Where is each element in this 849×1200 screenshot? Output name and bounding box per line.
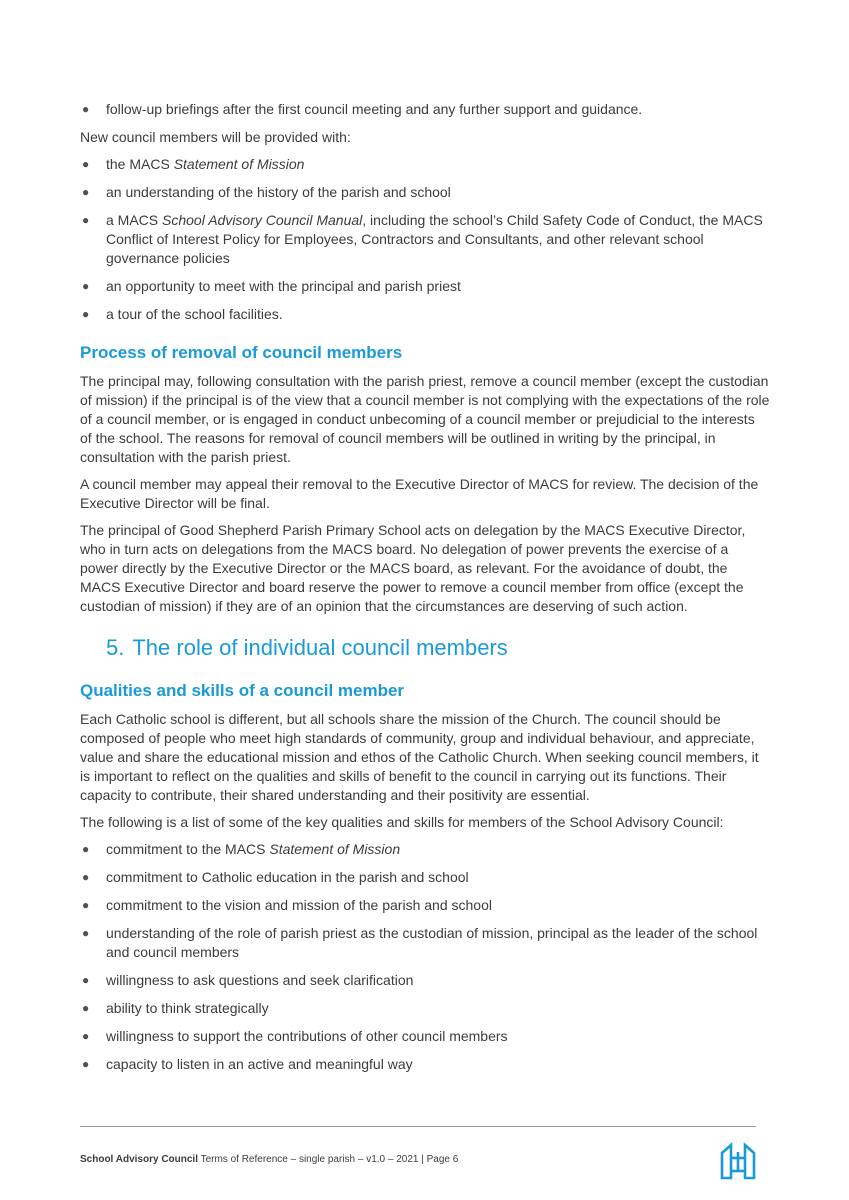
list-item: ● willingness to ask questions and seek clarification	[82, 972, 414, 988]
bullet-icon: ●	[82, 279, 90, 293]
qualities-heading: Qualities and skills of a council member	[80, 681, 405, 700]
list-item: ● an understanding of the history of the parish and school	[82, 184, 451, 200]
list-item: ● willingness to support the contributions of other council members	[82, 1028, 508, 1044]
removal-paragraph-2: A council member may appeal their removal to the Executive Director of MACS for review. The decision of the Executive Director will be final.	[80, 476, 759, 511]
bullet-icon: ●	[82, 213, 90, 227]
bullet-icon: ●	[82, 157, 90, 171]
bullet-icon: ●	[82, 1001, 90, 1015]
list-item: ● follow-up briefings after the first council meeting and any further support and guidance.	[82, 101, 643, 117]
page-footer	[80, 1154, 458, 1165]
list-item: ● capacity to listen in an active and meaningful way	[82, 1056, 413, 1072]
list-item: ● ability to think strategically	[82, 1000, 269, 1016]
bullet-icon: ●	[82, 307, 90, 321]
list-item: ● understanding of the role of parish priest as the custodian of mission, principal as the leader of the school and council members	[82, 925, 758, 960]
section-number: 5.	[106, 635, 125, 660]
list-item: ● a MACS School Advisory Council Manual, including the school’s Child Safety Code of Conduct, the MACS Conflict of Interest Policy for Employees, Contractors and Consultants, and other relevant school governance policies	[82, 212, 763, 266]
qualities-paragraph-1: Each Catholic school is different, but all schools share the mission of the Church. The council should be composed of people who meet high standards of community, group and individual behaviour, and appreciate, value and share the educational mission and ethos of the Catholic Church. When seeking council members, it is important to reflect on the qualities and skills of benefit to the council in carrying out its functions. Their capacity to contribute, their shared understanding and their positivity are essential.	[80, 711, 759, 803]
page-content	[80, 100, 770, 1083]
list-item: ● the MACS Statement of Mission	[82, 156, 305, 172]
bullet-icon: ●	[82, 926, 90, 940]
bullet-icon: ●	[82, 1057, 90, 1071]
qualities-bullet-list	[80, 840, 770, 1074]
removal-heading: Process of removal of council members	[80, 343, 403, 362]
footer-title: School Advisory Council	[80, 1154, 198, 1165]
bullet-icon: ●	[82, 1029, 90, 1043]
bullet-icon: ●	[82, 102, 90, 116]
bullet-icon: ●	[82, 185, 90, 199]
bullet-icon: ●	[82, 973, 90, 987]
removal-paragraph-1: The principal may, following consultation with the parish priest, remove a council member (except the custodian of mission) if the principal is of the view that a council member is not complying with the expectations of the role of a council member, or is engaged in conduct unbecoming of a council member or prejudicial to the interests of the school. The reasons for removal of council members will be outlined in writing by the principal, in consultation with the parish priest.	[80, 373, 770, 465]
bullet-icon: ●	[82, 898, 90, 912]
list-item: ● a tour of the school facilities.	[82, 306, 283, 322]
macs-logo-icon	[719, 1141, 757, 1181]
bullet-icon: ●	[82, 870, 90, 884]
new-members-bullet-list	[80, 155, 770, 324]
removal-paragraph-3: The principal of Good Shepherd Parish Primary School acts on delegation by the MACS Executive Director, who in turn acts on delegations from the MACS board. No delegation of power prevents the exercise of a power directly by the Executive Director or the MACS board, as relevant. For the avoidance of doubt, the MACS Executive Director and board reserve the power to remove a council member from office (except the custodian of mission) if they are of an opinion that the circumstances are deserving of such action.	[80, 522, 746, 614]
list-item: ● commitment to the vision and mission of the parish and school	[82, 897, 492, 913]
list-item: ● commitment to the MACS Statement of Mission	[82, 841, 401, 857]
intro-bullet-list	[80, 100, 770, 119]
qualities-paragraph-2: The following is a list of some of the key qualities and skills for members of the School Advisory Council:	[80, 814, 724, 830]
list-item: ● commitment to Catholic education in the parish and school	[82, 869, 469, 885]
list-item: ● an opportunity to meet with the principal and parish priest	[82, 278, 461, 294]
new-members-intro: New council members will be provided with:	[80, 129, 351, 145]
footer-divider	[80, 1126, 756, 1127]
bullet-icon: ●	[82, 842, 90, 856]
footer-details: Terms of Reference – single parish – v1.0 – 2021 | Page 6	[197, 1154, 459, 1165]
section-5-heading	[106, 634, 770, 662]
section-title: The role of individual council members	[132, 635, 508, 660]
